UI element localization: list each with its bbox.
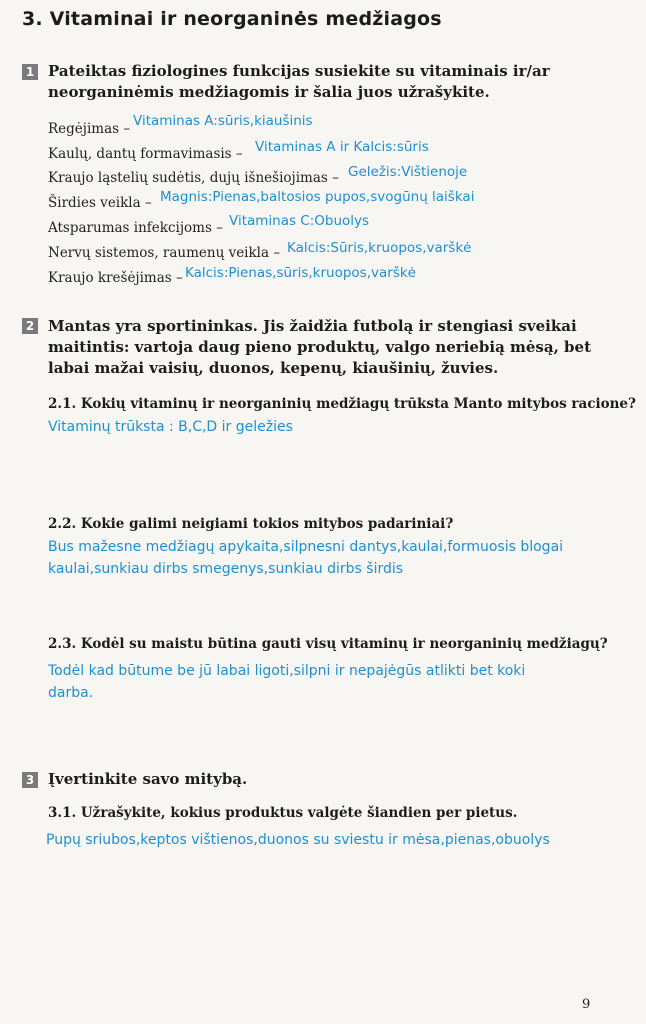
handwritten-answer: Todėl kad būtume be jū labai ligoti,silpni ir nepajėgūs atlikti bet koki bbox=[48, 663, 526, 679]
row-label: Nervų sistemos, raumenų veikla – bbox=[48, 245, 281, 261]
handwritten-answer: kaulai,sunkiau dirbs smegenys,sunkiau dirbs širdis bbox=[48, 561, 404, 577]
handwritten-answer: Magnis:Pienas,baltosios pupos,svogūnų laiškai bbox=[160, 189, 475, 205]
task1-prompt: Pateiktas fiziologines funkcijas susiekite su vitaminais ir/ar neorganinėmis medžiagomis ir šalia juos užrašykite. bbox=[48, 62, 550, 101]
task3-prompt: Įvertinkite savo mitybą. bbox=[48, 770, 248, 788]
page-number: 9 bbox=[582, 997, 591, 1012]
task-number-badge: 1 bbox=[22, 64, 38, 80]
handwritten-answer: darba. bbox=[48, 685, 94, 701]
question-2-3: 2.3. Kodėl su maistu būtina gauti visų vitaminų ir neorganinių medžiagų? bbox=[48, 636, 608, 652]
handwritten-answer: Vitaminų trūksta : B,C,D ir geležies bbox=[48, 419, 293, 435]
handwritten-answer: Geležis:Vištienoje bbox=[348, 164, 468, 180]
handwritten-answer: Vitaminas A ir Kalcis:sūris bbox=[255, 139, 429, 155]
question-3-1: 3.1. Užrašykite, kokius produktus valgėte šiandien per pietus. bbox=[48, 805, 518, 821]
handwritten-answer: Vitaminas C:Obuolys bbox=[229, 213, 370, 229]
task-number-badge: 2 bbox=[22, 318, 38, 334]
row-label: Širdies veikla – bbox=[48, 195, 152, 211]
row-label: Kraujo krešėjimas – bbox=[48, 270, 183, 286]
task2-prompt: Mantas yra sportininkas. Jis žaidžia futbolą ir stengiasi sveikai maitintis: vartoja daug pieno produktų, valgo neriebią mėsą, bet labai mažai vaisių, duonos, kepenų, kiaušinių, žuvies. bbox=[48, 317, 591, 377]
row-label: Regėjimas – bbox=[48, 121, 131, 137]
handwritten-answer: Vitaminas A:sūris,kiaušinis bbox=[133, 113, 313, 129]
handwritten-answer: Kalcis:Sūris,kruopos,varškė bbox=[287, 240, 472, 256]
row-label: Atsparumas infekcijoms – bbox=[48, 220, 223, 236]
section-title: 3. Vitaminai ir neorganinės medžiagos bbox=[22, 8, 442, 30]
handwritten-answer: Kalcis:Pienas,sūris,kruopos,varškė bbox=[185, 265, 416, 281]
row-label: Kaulų, dantų formavimasis – bbox=[48, 146, 243, 162]
handwritten-answer: Pupų sriubos,keptos vištienos,duonos su sviestu ir mėsa,pienas,obuolys bbox=[46, 832, 550, 848]
row-label: Kraujo ląstelių sudėtis, dujų išnešiojimas – bbox=[48, 170, 339, 186]
handwritten-answer: Bus mažesne medžiagų apykaita,silpnesni dantys,kaulai,formuosis blogai bbox=[48, 539, 564, 555]
task-number-badge: 3 bbox=[22, 772, 38, 788]
question-2-2: 2.2. Kokie galimi neigiami tokios mitybos padariniai? bbox=[48, 516, 454, 532]
question-2-1: 2.1. Kokių vitaminų ir neorganinių medžiagų trūksta Manto mitybos racione? bbox=[48, 396, 636, 412]
